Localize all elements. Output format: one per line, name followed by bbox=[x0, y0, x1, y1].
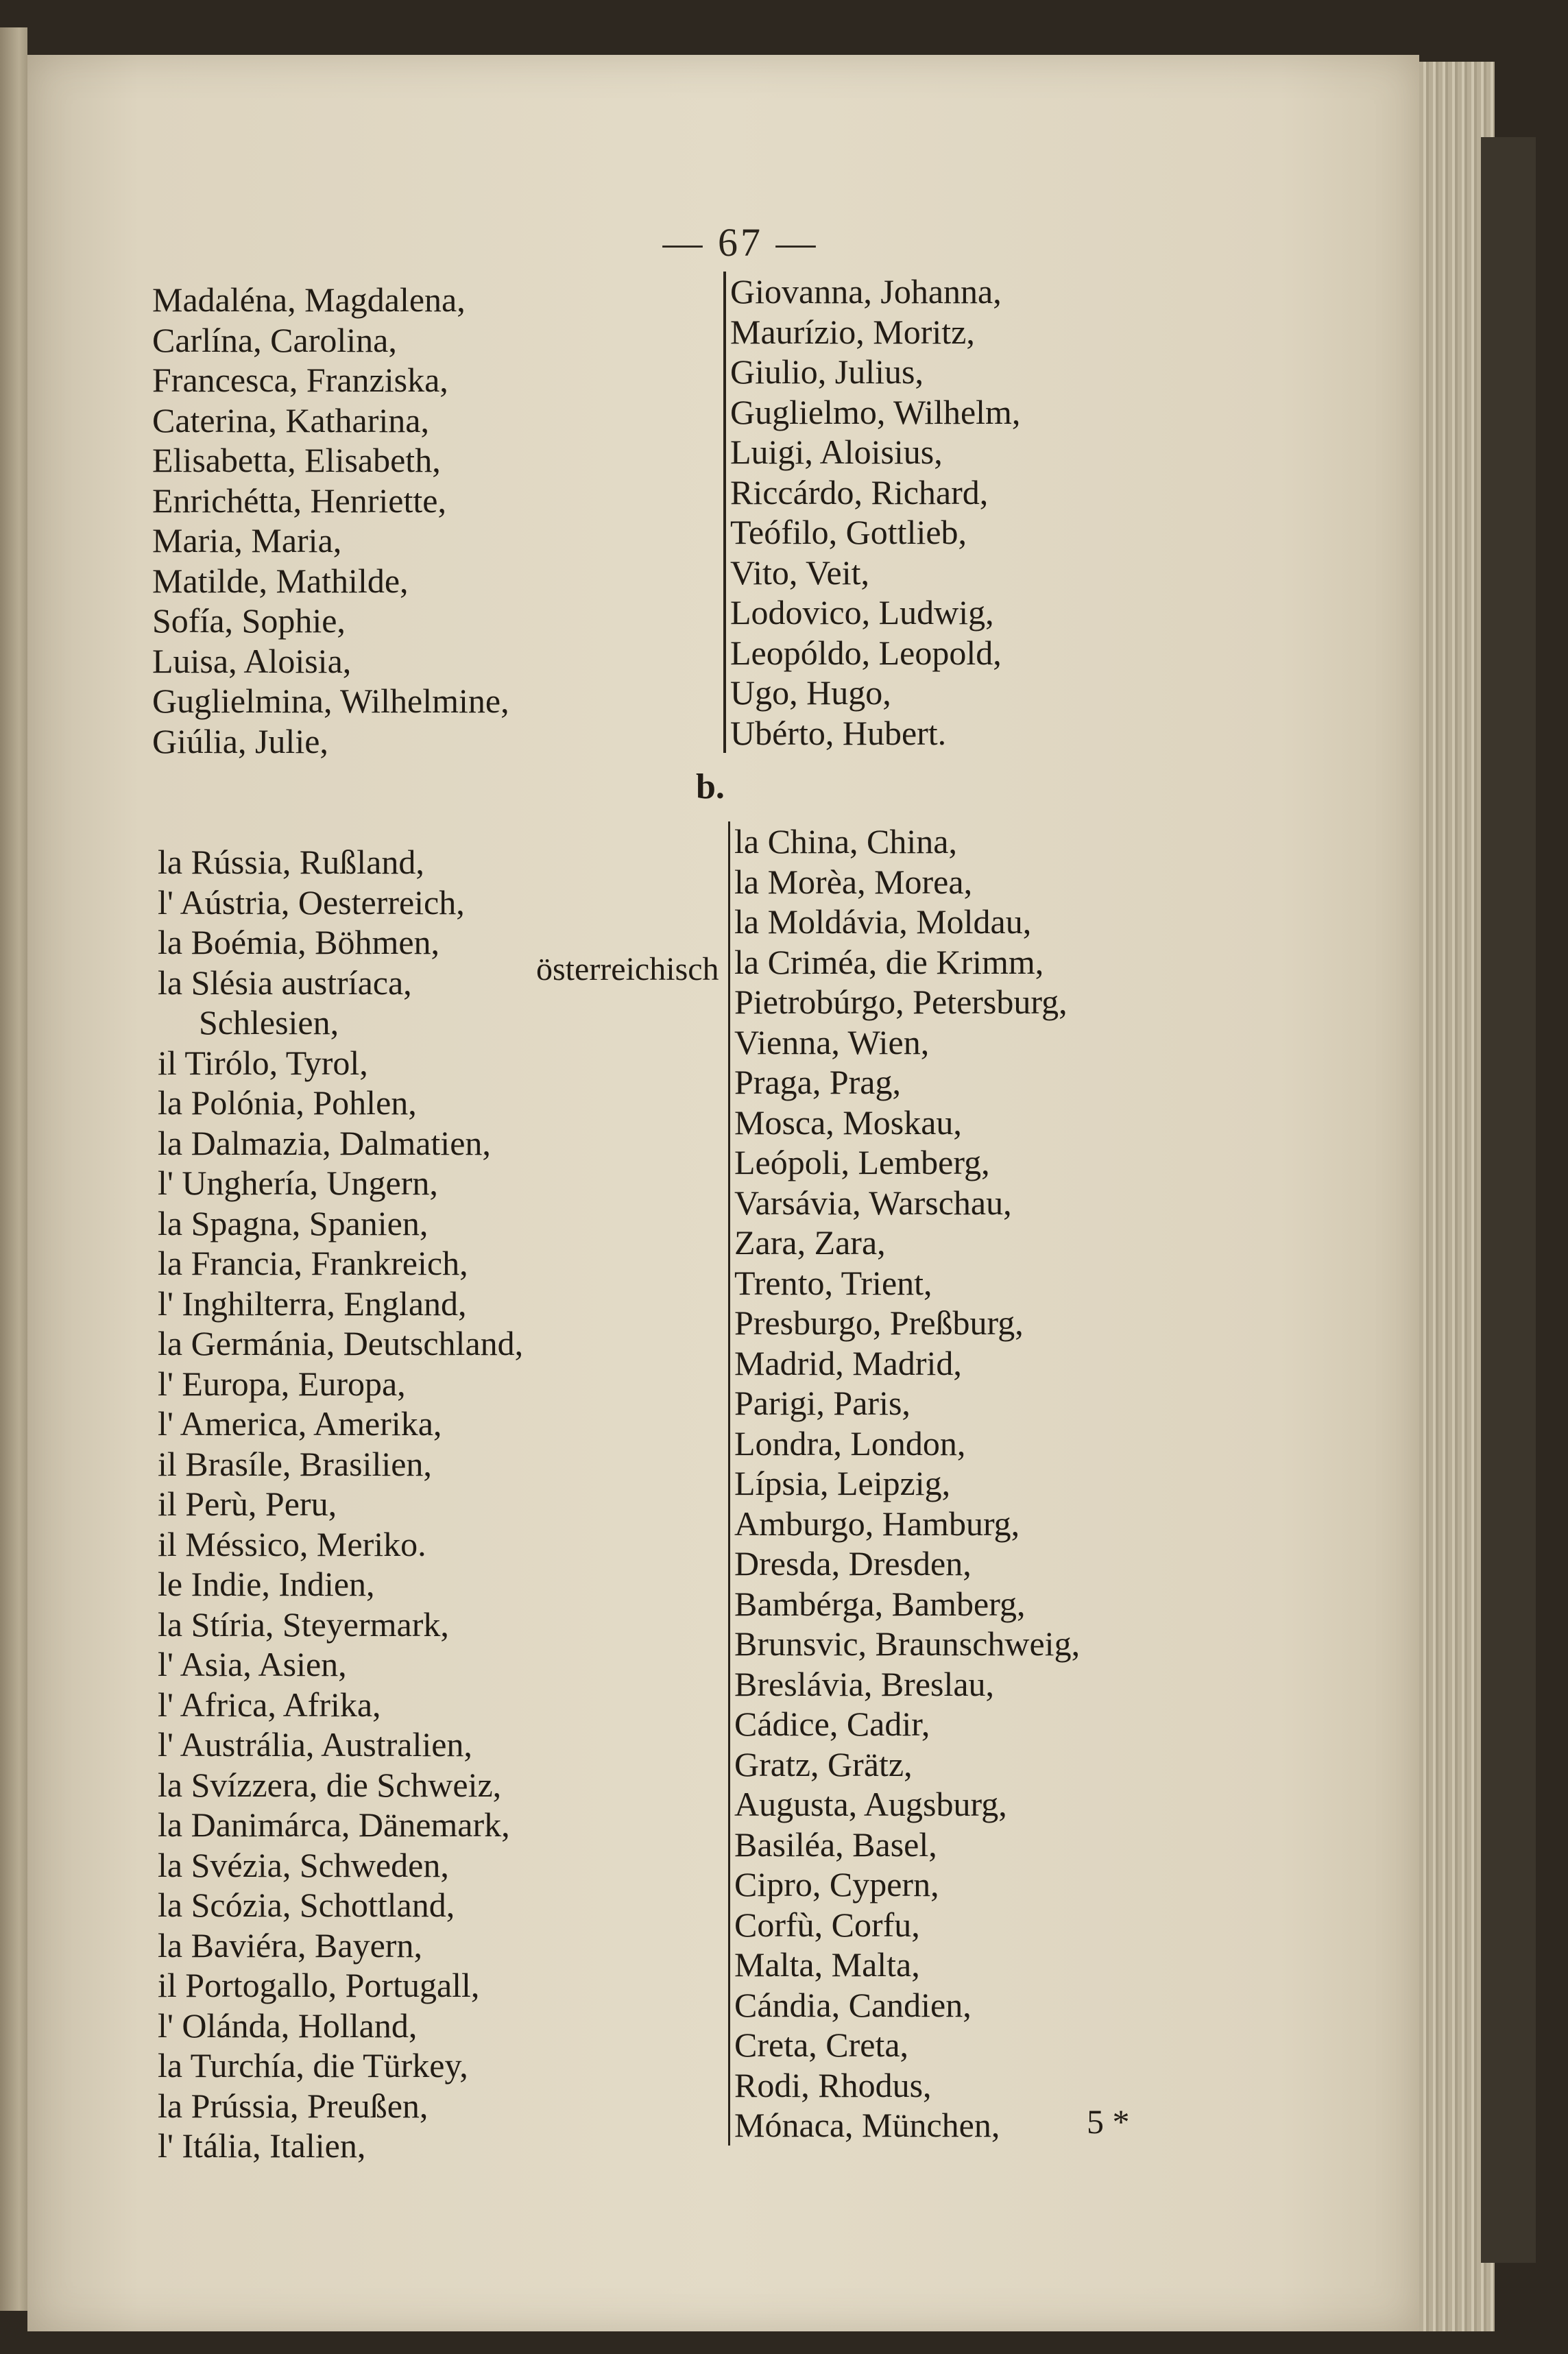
entry: la Baviéra, Bayern, bbox=[158, 1925, 422, 1965]
section-a-right-column bbox=[723, 272, 1020, 753]
entry: la Spagna, Spanien, bbox=[158, 1203, 429, 1242]
signature-mark: 5 * bbox=[1087, 2102, 1130, 2141]
entry: Rodi, Rhodus, bbox=[734, 2065, 932, 2104]
entry: Vienna, Wien, bbox=[734, 1022, 930, 1061]
entry: Trento, Trient, bbox=[734, 1263, 932, 1302]
entry: la Scózia, Schottland, bbox=[158, 1886, 455, 1924]
entry: l' Asia, Asien, bbox=[158, 1645, 347, 1683]
entry: la Francia, Frankreich, bbox=[158, 1244, 468, 1282]
section-b-right-column bbox=[728, 821, 1080, 2146]
entry: Vito, Veit, bbox=[730, 553, 870, 592]
entry: Elisabetta, Elisabeth, bbox=[152, 441, 441, 479]
entry: la Rússia, Rußland, bbox=[158, 843, 424, 881]
section-a-left-column bbox=[152, 280, 509, 761]
entry: Sofía, Sophie, bbox=[152, 601, 346, 640]
entry: la Svézia, Schweden, bbox=[158, 1845, 449, 1884]
entry: Cipro, Cypern, bbox=[734, 1865, 939, 1903]
entry: Pietrobúrgo, Petersburg, bbox=[734, 983, 1068, 1021]
entry: Basiléa, Basel, bbox=[734, 1825, 937, 1864]
entry: il Brasíle, Brasilien, bbox=[158, 1444, 432, 1483]
entry: la Morèa, Morea, bbox=[734, 862, 973, 901]
entry: Presburgo, Preßburg, bbox=[734, 1304, 1024, 1342]
entry: Giulio, Julius, bbox=[730, 352, 924, 391]
entry: Brunsvic, Braunschweig, bbox=[734, 1624, 1081, 1663]
entry: Breslávia, Breslau, bbox=[734, 1664, 995, 1703]
entry: la Germánia, Deutschland, bbox=[158, 1324, 524, 1362]
entry: Creta, Creta, bbox=[734, 2026, 909, 2064]
entry: Praga, Prag, bbox=[734, 1063, 901, 1101]
entry: Amburgo, Hamburg, bbox=[734, 1504, 1020, 1543]
entry: Guglielmina, Wilhelmine, bbox=[152, 682, 509, 720]
entry: Enrichétta, Henriette, bbox=[152, 481, 446, 520]
entry: Madaléna, Magdalena, bbox=[152, 280, 466, 319]
entry: la Prússia, Preußen, bbox=[158, 2086, 429, 2125]
entry: l' Inghilterra, England, bbox=[158, 1284, 467, 1323]
page-number: — 67 — bbox=[662, 219, 819, 265]
entry: la Stíria, Steyermark, bbox=[158, 1605, 449, 1644]
entry: Madrid, Madrid, bbox=[734, 1343, 962, 1382]
entry: Matilde, Mathilde, bbox=[152, 561, 409, 600]
entry: Ugo, Hugo, bbox=[730, 673, 891, 712]
entry: l' Austrália, Australien, bbox=[158, 1725, 472, 1764]
entry: il Méssico, Meriko. bbox=[158, 1524, 426, 1563]
facing-page-edge bbox=[0, 27, 27, 2311]
entry: Luisa, Aloisia, bbox=[152, 641, 352, 680]
entry: la China, China, bbox=[734, 822, 957, 861]
entry: Luigi, Aloisius, bbox=[730, 433, 943, 471]
entry: Leópoli, Lemberg, bbox=[734, 1143, 990, 1181]
entry: Bambérga, Bamberg, bbox=[734, 1584, 1026, 1623]
entry: la Danimárca, Dänemark, bbox=[158, 1805, 510, 1844]
entry: Teófilo, Gottlieb, bbox=[730, 513, 967, 551]
entry: l' Unghería, Ungern, bbox=[158, 1164, 438, 1202]
entry: Cádice, Cadir, bbox=[734, 1705, 930, 1743]
entry: Parigi, Paris, bbox=[734, 1384, 910, 1422]
book-cover bbox=[1481, 137, 1536, 2263]
entry: la Svízzera, die Schweiz, bbox=[158, 1765, 502, 1804]
entry: Gratz, Grätz, bbox=[734, 1744, 913, 1783]
entry: Caterina, Katharina, bbox=[152, 400, 429, 440]
entry: la Boémia, Böhmen, bbox=[158, 923, 440, 961]
section-label: b. bbox=[696, 767, 725, 806]
entry: l' America, Amerika, bbox=[158, 1404, 442, 1443]
entry: Maria, Maria, bbox=[152, 521, 342, 560]
entry: Ubérto, Hubert. bbox=[730, 713, 947, 752]
entry: Dresda, Dresden, bbox=[734, 1544, 972, 1583]
entry: Malta, Malta, bbox=[734, 1945, 920, 1984]
entry: le Indie, Indien, bbox=[158, 1565, 375, 1603]
entry: Augusta, Augsburg, bbox=[734, 1785, 1007, 1823]
entry: Maurízio, Moritz, bbox=[730, 312, 975, 351]
entry: Riccárdo, Richard, bbox=[730, 472, 989, 512]
entry: Carlína, Carolina, bbox=[152, 320, 397, 359]
entry: Londra, London, bbox=[734, 1424, 966, 1463]
entry: la Moldávia, Moldau, bbox=[734, 902, 1032, 941]
entry: Guglielmo, Wilhelm, bbox=[730, 392, 1021, 431]
entry: l' Europa, Europa, bbox=[158, 1364, 406, 1403]
entry: la Turchía, die Türkey, bbox=[158, 2046, 468, 2085]
entry: Leopóldo, Leopold, bbox=[730, 633, 1002, 672]
entry: Giovanna, Johanna, bbox=[730, 272, 1002, 311]
entry: Zara, Zara, bbox=[734, 1223, 886, 1262]
section-b-left-column bbox=[158, 842, 523, 2166]
entry: Francesca, Franziska, bbox=[152, 361, 448, 399]
entry: l' Aústria, Oesterreich, bbox=[158, 882, 465, 922]
entry: Mosca, Moskau, bbox=[734, 1103, 962, 1142]
entry: Lípsia, Leipzig, bbox=[734, 1464, 951, 1502]
entry: Varsávia, Warschau, bbox=[734, 1183, 1012, 1222]
entry: la Criméa, die Krimm, bbox=[734, 942, 1044, 981]
entry: il Perù, Peru, bbox=[158, 1485, 337, 1523]
entry: Schlesien, bbox=[199, 1003, 339, 1042]
side-note: österreichisch bbox=[536, 951, 719, 987]
entry: la Slésia austríaca, bbox=[158, 963, 412, 1002]
entry: l' Olánda, Holland, bbox=[158, 2006, 418, 2045]
entry: la Dalmazia, Dalmatien, bbox=[158, 1123, 491, 1162]
entry: il Portogallo, Portugall, bbox=[158, 1966, 480, 2004]
entry: Lodovico, Ludwig, bbox=[730, 593, 994, 632]
entry: Corfù, Corfu, bbox=[734, 1905, 920, 1944]
entry: la Polónia, Pohlen, bbox=[158, 1083, 417, 1122]
entry: Mónaca, München, bbox=[734, 2106, 1000, 2144]
entry: Cándia, Candien, bbox=[734, 1985, 972, 2024]
entry: l' Africa, Afrika, bbox=[158, 1685, 381, 1724]
entry: l' Itália, Italien, bbox=[158, 2126, 366, 2165]
entry: Giúlia, Julie, bbox=[152, 721, 328, 760]
entry: il Tirólo, Tyrol, bbox=[158, 1043, 368, 1082]
